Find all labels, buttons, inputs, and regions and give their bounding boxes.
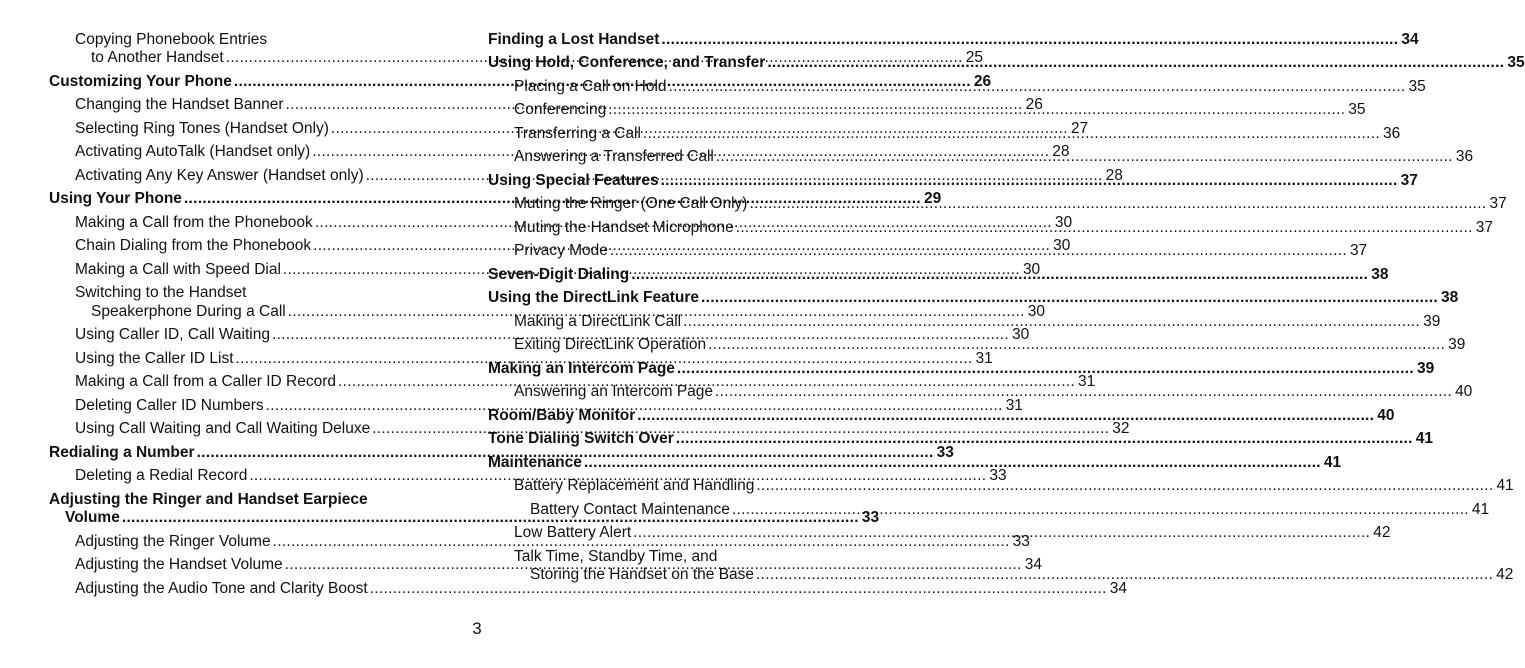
toc-entry-page: 38 [1371, 265, 1389, 283]
toc-entry-page: 36 [1455, 148, 1474, 165]
dot-leader [736, 219, 1473, 238]
toc-entry-row [514, 566, 1514, 585]
toc-entry-title: Using Your Phone [49, 190, 182, 207]
toc-entry-title: Selecting Ring Tones (Handset Only) [75, 119, 329, 137]
toc-entry-title: Changing the Handset Banner [75, 96, 284, 113]
toc-entry-title: Storing the Handset on the Base [530, 566, 755, 583]
toc-entry-title: Exiting DirectLink Operation [514, 336, 707, 353]
toc-entry-title: Low Battery Alert [514, 524, 632, 541]
toc-entry-page: 41 [1323, 453, 1342, 471]
toc-entry-page: 34 [1109, 579, 1127, 597]
toc-entry-page: 29 [923, 190, 942, 207]
toc-entry-title: Conferencing [514, 101, 607, 118]
dot-leader [708, 336, 1445, 355]
toc-entry-page: 30 [1012, 326, 1030, 343]
toc-entry-title: Activating Any Key Answer (Handset only) [75, 166, 364, 184]
toc-entry-title: Privacy Mode [514, 242, 608, 259]
toc-entry-page: 31 [975, 349, 993, 367]
toc-entry-page: 40 [1455, 383, 1473, 400]
dot-leader [584, 454, 1321, 473]
toc-entry-page: 35 [1408, 77, 1426, 95]
toc-entry-page: 30 [1022, 260, 1041, 278]
toc-entry-page: 41 [1471, 500, 1490, 518]
toc-entry-page: 41 [1496, 477, 1514, 494]
dot-leader [683, 313, 1420, 332]
toc-entry-title: Maintenance [488, 453, 582, 471]
dot-leader [749, 195, 1486, 214]
toc-entry-title: Chain Dialing from the Phonebook [75, 237, 312, 254]
dot-leader [610, 242, 1347, 261]
toc-entry-title: Finding a Lost Handset [488, 30, 660, 48]
toc-entry-page: 35 [1507, 54, 1525, 71]
toc-entry-title: Muting the Ringer (One Call Only) [514, 195, 748, 212]
toc-entry-title: Using Hold, Conference, and Transfer [488, 54, 766, 71]
toc-entry-row [488, 453, 1342, 473]
toc-entry-title: Using Call Waiting and Call Waiting Deluxe [75, 420, 371, 437]
toc-entry-page: 39 [1448, 336, 1466, 353]
toc-entry-row [488, 359, 1435, 379]
toc-entry-page: 33 [861, 509, 880, 526]
toc-entry-title: Room/Baby Monitor [488, 406, 636, 424]
dot-leader [716, 148, 1453, 167]
toc-entry-page: 33 [1012, 532, 1030, 550]
toc-entry-page: 26 [973, 72, 992, 90]
dot-leader [608, 101, 1345, 120]
toc-entry-page: 33 [936, 443, 954, 461]
dot-leader [756, 477, 1493, 496]
dot-leader [637, 407, 1374, 426]
toc-entry-title: Seven-Digit Dialing [488, 265, 630, 283]
dot-leader [715, 383, 1452, 402]
toc-entry-title: Deleting a Redial Record [75, 467, 248, 484]
toc-entry-page: 37 [1349, 242, 1368, 259]
toc-entry-row [514, 477, 1514, 496]
toc-entry-page: 35 [1348, 101, 1366, 118]
toc-entry-page: 33 [989, 467, 1007, 484]
toc-entry-title: Answering a Transferred Call [514, 148, 714, 165]
toc-entry-page: 27 [1070, 119, 1089, 137]
toc-entry-page: 30 [1053, 237, 1071, 254]
toc-entry-page: 30 [1054, 213, 1073, 231]
toc-entry-row [488, 430, 1434, 449]
dot-leader [756, 566, 1493, 583]
dot-leader [633, 524, 1370, 543]
toc-entry-page: 37 [1489, 195, 1507, 212]
dot-leader [669, 78, 1406, 97]
toc-entry-title: Customizing Your Phone [49, 72, 232, 90]
toc-entry-title: Activating AutoTalk (Handset only) [75, 143, 311, 160]
toc-entry-row [514, 383, 1473, 402]
toc-entry-title: Redialing a Number [49, 443, 195, 461]
toc-entry-page: 42 [1496, 566, 1514, 583]
dot-leader [643, 125, 1380, 144]
dot-leader [701, 289, 1438, 308]
toc-entry-row [488, 289, 1459, 308]
toc-entry-page: 39 [1416, 359, 1435, 377]
toc-entry-title: Adjusting the Handset Volume [75, 556, 283, 573]
toc-entry-title: Muting the Handset Microphone [514, 218, 734, 236]
toc-entry-title: Making a Call from the Phonebook [75, 213, 313, 231]
toc-entry-title: Battery Replacement and Handling [514, 477, 755, 494]
toc-entry-page: 37 [1400, 171, 1418, 189]
toc-entry-title: Answering an Intercom Page [514, 383, 714, 400]
toc-entry-title: Adjusting the Ringer Volume [75, 532, 271, 550]
toc-entry-row [514, 312, 1441, 332]
toc-entry-page: 41 [1415, 430, 1434, 447]
toc-entry-row [75, 579, 1127, 599]
toc-entry-title: Tone Dialing Switch Over [488, 430, 674, 447]
toc-entry-page: 34 [1024, 556, 1042, 573]
toc-entry-page: 38 [1441, 289, 1459, 306]
toc-entry-title: Using the DirectLink Feature [488, 289, 700, 306]
dot-leader [676, 430, 1413, 449]
toc-entry-page: 28 [1105, 166, 1123, 184]
toc-entry-page: 40 [1377, 406, 1395, 424]
toc-entry-page: 32 [1112, 420, 1130, 437]
toc-entry-title-line: Copying Phonebook Entries [75, 30, 268, 48]
toc-entry-title: Volume [65, 509, 120, 526]
toc-entry-title: to Another Handset [91, 49, 224, 66]
toc-entry-title: Placing a Call on Hold [514, 77, 667, 95]
toc-entry-title: Deleting Caller ID Numbers [75, 396, 264, 414]
toc-entry-page: 30 [1027, 302, 1046, 320]
toc-subsection-entry [488, 498, 1490, 522]
toc-entry-title: Battery Contact Maintenance [530, 500, 730, 518]
dot-leader [767, 54, 1504, 73]
toc-entry-title: Making a Call from a Caller ID Record [75, 373, 337, 390]
toc-entry-title: Transferring a Call [514, 124, 641, 142]
toc-entry-page: 26 [1025, 96, 1043, 113]
toc-entry-title-line: Adjusting the Ringer and Handset Earpiece [49, 490, 368, 508]
toc-entry-row [530, 500, 1490, 520]
page-number: 3 [472, 619, 482, 638]
dot-leader [677, 360, 1414, 379]
toc-entry-title: Using Caller ID, Call Waiting [75, 326, 270, 343]
toc-entry-row [488, 406, 1395, 426]
toc-entry-title: Adjusting the Audio Tone and Clarity Boost [75, 579, 368, 597]
toc-entry-row [488, 30, 1419, 50]
toc-subsection-entry [49, 577, 1127, 601]
toc-entry-title: Making an Intercom Page [488, 359, 675, 377]
toc-entry-title: Making a Call with Speed Dial [75, 260, 281, 278]
toc-entry-title: Using the Caller ID List [75, 349, 234, 367]
toc-entry-title-line: Talk Time, Standby Time, and [514, 547, 718, 565]
dot-leader [661, 172, 1398, 191]
toc-entry-title: Speakerphone During a Call [91, 302, 286, 320]
toc-entry-title: Making a DirectLink Call [514, 312, 682, 330]
toc-entry-title: Using Special Features [488, 171, 659, 189]
toc-entry-page: 42 [1373, 524, 1391, 541]
toc-entry-page: 25 [965, 49, 983, 66]
toc-entry-page: 36 [1382, 124, 1401, 142]
dot-leader [631, 266, 1368, 285]
toc-entry-page: 31 [1005, 396, 1023, 414]
toc-entry-page: 39 [1423, 312, 1441, 330]
toc-entry-page: 37 [1475, 218, 1493, 236]
toc-section-entry [488, 28, 1419, 52]
toc-entry-page: 34 [1401, 30, 1419, 48]
dot-leader [661, 31, 1398, 50]
toc-entry-page: 28 [1052, 143, 1070, 160]
toc-entry-page: 31 [1078, 373, 1096, 390]
dot-leader [732, 501, 1469, 520]
toc-entry-title-line: Switching to the Handset [75, 284, 247, 301]
toc-entry-row [514, 336, 1466, 355]
